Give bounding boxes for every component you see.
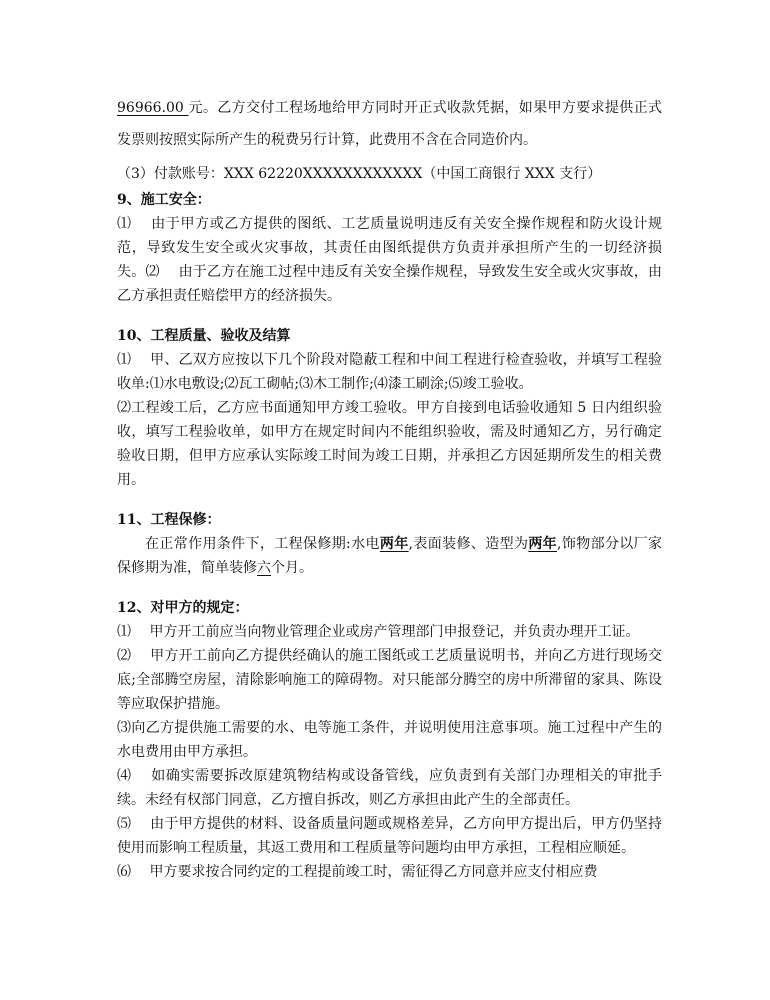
section-11-title: 11、工程保修： <box>117 512 221 528</box>
payment-account: （3）付款账号：XXX 62220XXXXXXXXXXXX（中国工商银行 XXX 支行） <box>117 166 602 182</box>
warranty-period-surface: 两年 <box>528 536 558 552</box>
document-page <box>117 92 662 884</box>
section-12-item-2: ⑵ 甲方开工前向乙方提供经确认的施工图纸或工艺质量说明书，并向乙方进行现场交底;全部腾空房屋，清除影响施工的障碍物。对只能部分腾空的房中所滞留的家具、陈设等应取保护措施。 <box>117 648 662 712</box>
warranty-text-4: 个月。 <box>271 560 313 576</box>
section-12-item-6: ⑹ 甲方要求按合同约定的工程提前竣工时，需征得乙方同意并应支付相应费 <box>117 864 598 880</box>
section-12-item-3: ⑶向乙方提供施工需要的水、电等施工条件，并说明使用注意事项。施工过程中产生的水电费用由甲方承担。 <box>117 720 662 760</box>
section-11-paragraph <box>117 532 662 580</box>
payment-amount: 96966.00 <box>117 100 189 116</box>
section-9-title: 9、施工安全： <box>117 192 211 208</box>
section-12-item-4: ⑷ 如确实需要拆改原建筑物结构或设备管线，应负责到有关部门办理相关的审批手续。未经有权部门同意，乙方擅自拆改，则乙方承担由此产生的全部责任。 <box>117 768 662 808</box>
section-12-item-1: ⑴ 甲方开工前应当向物业管理企业或房产管理部门申报登记，并负责办理开工证。 <box>117 624 640 640</box>
section-12-item-5: ⑸ 由于甲方提供的材料、设备质量问题或规格差异，乙方向甲方提出后，甲方仍坚持使用而影响工程质量，其返工费用和工程质量等问题均由甲方承担，工程相应顺延。 <box>117 816 662 856</box>
warranty-text-3: ,饰物部分以厂家保修期为准，简单装修 <box>117 536 663 576</box>
section-10-title: 10、工程质量、验收及结算 <box>117 328 291 344</box>
warranty-text-1: 在正常作用条件下，工程保修期:水电 <box>145 536 380 552</box>
section-10-paragraph-1: ⑴ 甲、乙双方应按以下几个阶段对隐蔽工程和中间工程进行检查验收，并填写工程验收单:⑴水电敷设;⑵瓦工砌帖;⑶木工制作;⑷漆工刷涂;⑸竣工验收。 <box>117 352 662 392</box>
payment-intro-text: 元。乙方交付工程场地给甲方同时开正式收款凭据，如果甲方要求提供正式发票则按照实际所产生的税费另行计算，此费用不含在合同造价内。 <box>117 100 662 148</box>
section-9-paragraph: ⑴ 由于甲方或乙方提供的图纸、工艺质量说明违反有关安全操作规程和防火设计规范，导致发生安全或火灾事故，其责任由图纸提供方负责并承担所产生的一切经济损失。⑵ 由于乙方在施工过程中违反有关安全操作规程，导致发生安全或火灾事故，由乙方承担责任赔偿甲方的经济损失。 <box>117 216 662 304</box>
warranty-period-utilities: 两年 <box>379 536 409 552</box>
warranty-period-simple: 六 <box>257 560 271 576</box>
section-10-paragraph-2: ⑵工程竣工后，乙方应书面通知甲方竣工验收。甲方自接到电话验收通知 5 日内组织验收，填写工程验收单，如甲方在规定时间内不能组织验收，需及时通知乙方，另行确定验收日期，但甲方应承认实际竣工时间为竣工日期，并承担乙方因延期所发生的相关费用。 <box>117 400 662 488</box>
warranty-text-2: ,表面装修、造型为 <box>408 536 529 552</box>
section-12-title: 12、对甲方的规定： <box>117 600 249 616</box>
payment-intro-paragraph <box>117 92 662 156</box>
